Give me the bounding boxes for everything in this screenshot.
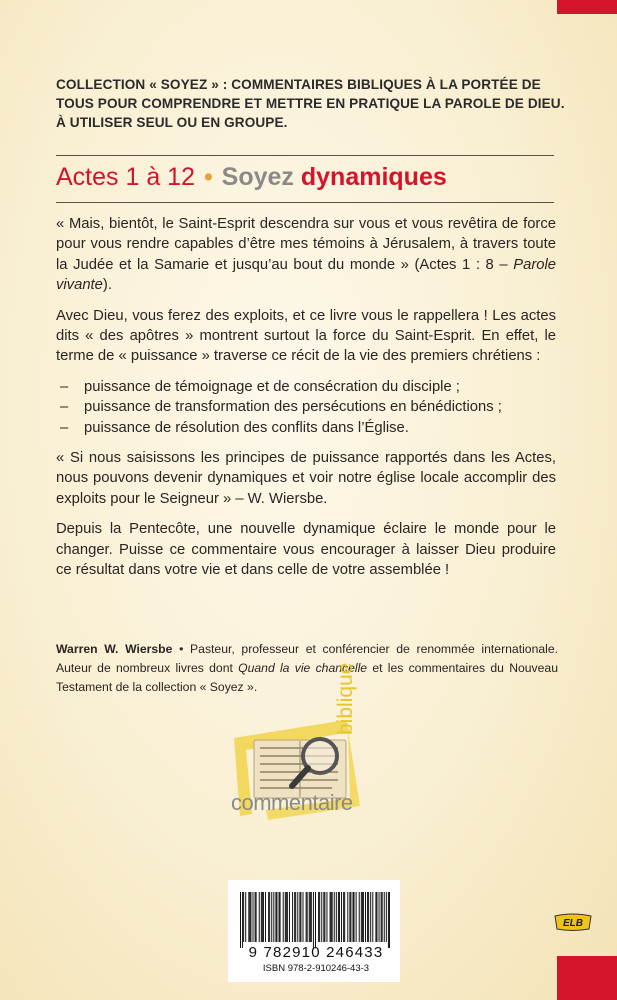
barcode-bar bbox=[389, 892, 390, 948]
barcode-bar bbox=[289, 892, 290, 942]
barcode-bar bbox=[292, 892, 293, 942]
top-divider bbox=[56, 155, 554, 156]
barcode-bar bbox=[323, 892, 324, 942]
barcode-bar bbox=[388, 892, 389, 948]
barcode-bar bbox=[276, 892, 277, 942]
barcode-bar bbox=[261, 892, 262, 942]
top-red-corner bbox=[557, 0, 617, 14]
barcode-bar bbox=[285, 892, 286, 942]
barcode-bar bbox=[356, 892, 357, 942]
list-item: – puissance de résolution des conflits dans l’Église. bbox=[56, 418, 556, 438]
barcode-bar bbox=[347, 892, 348, 942]
barcode-bar bbox=[354, 892, 355, 942]
barcode-bar bbox=[372, 892, 373, 942]
list-item: – puissance de transformation des persécutions en bénédictions ; bbox=[56, 397, 556, 417]
description-body bbox=[56, 214, 556, 591]
barcode-bar bbox=[297, 892, 298, 942]
barcode-bar bbox=[386, 892, 387, 942]
title-reference: Actes 1 à 12 bbox=[56, 163, 195, 191]
publisher-logo bbox=[552, 912, 594, 932]
barcode-bar bbox=[243, 892, 244, 942]
barcode-bar bbox=[334, 892, 335, 942]
barcode-bar bbox=[265, 892, 266, 942]
barcode-bar bbox=[361, 892, 362, 942]
barcode-bar bbox=[365, 892, 366, 942]
barcode-bar bbox=[242, 892, 243, 948]
barcode-bar bbox=[368, 892, 369, 942]
barcode-bar bbox=[343, 892, 344, 942]
power-list bbox=[56, 377, 556, 438]
barcode-bar bbox=[318, 892, 319, 942]
closing-paragraph: Depuis la Pentecôte, une nouvelle dynamique éclaire le monde pour le changer. Puisse ce commentaire vous encourager à laisser Dieu produire ce résultat dans votre vie et dans celle de votre assemblée ! bbox=[56, 521, 556, 579]
barcode-bar bbox=[283, 892, 284, 942]
barcode-bar bbox=[240, 892, 241, 948]
barcode-bar bbox=[295, 892, 296, 942]
barcode-bar bbox=[331, 892, 332, 942]
barcode-bar bbox=[263, 892, 264, 942]
quote-source: Parole vivante bbox=[56, 256, 556, 294]
barcode-bar bbox=[311, 892, 312, 942]
barcode-bar bbox=[379, 892, 380, 942]
barcode-bar bbox=[324, 892, 325, 942]
bottom-red-corner bbox=[557, 956, 617, 1000]
logo-word-biblique: biblique bbox=[334, 662, 357, 735]
barcode-bar bbox=[249, 892, 250, 942]
barcode-bar bbox=[300, 892, 301, 942]
barcode-bar bbox=[330, 892, 331, 942]
barcode-bar bbox=[248, 892, 249, 942]
barcode-bar bbox=[306, 892, 307, 942]
barcode-bar bbox=[363, 892, 364, 942]
barcode-bar bbox=[269, 892, 270, 942]
barcode-bar bbox=[362, 892, 363, 942]
barcode-bar bbox=[315, 892, 316, 948]
barcode-bar bbox=[287, 892, 288, 942]
barcode-bar bbox=[294, 892, 295, 942]
barcode-bar bbox=[341, 892, 342, 942]
barcode-bar bbox=[375, 892, 376, 942]
barcode-bar bbox=[253, 892, 254, 942]
barcode-bar bbox=[256, 892, 257, 942]
barcode-bar bbox=[381, 892, 382, 942]
barcode-bar bbox=[384, 892, 385, 942]
barcode-digits: 9 782910 246433 bbox=[248, 944, 384, 961]
barcode-bar bbox=[271, 892, 272, 942]
book-title bbox=[56, 161, 447, 193]
bottom-divider bbox=[56, 202, 554, 203]
barcode-bar bbox=[255, 892, 256, 942]
barcode-bar bbox=[310, 892, 311, 942]
list-item: – puissance de témoignage et de consécration du disciple ; bbox=[56, 377, 556, 397]
barcode-bar bbox=[309, 892, 310, 942]
title-soyez: Soyez bbox=[221, 163, 294, 191]
barcode-bar bbox=[338, 892, 339, 942]
barcode-bar bbox=[275, 892, 276, 942]
title-bullet: • bbox=[203, 163, 213, 191]
barcode-bar bbox=[353, 892, 354, 942]
barcode-bar bbox=[367, 892, 368, 942]
book-reference: Quand la vie chancelle bbox=[238, 661, 368, 675]
barcode-bar bbox=[332, 892, 333, 942]
barcode-bar bbox=[349, 892, 350, 942]
barcode-bar bbox=[259, 892, 260, 942]
barcode-bar bbox=[268, 892, 269, 942]
logo-word-commentaire: commentaire bbox=[231, 790, 353, 815]
barcode-bar bbox=[250, 892, 251, 942]
barcode-bar bbox=[245, 892, 246, 942]
barcode-bar bbox=[382, 892, 383, 942]
commentaire-biblique-logo bbox=[228, 710, 388, 835]
barcode-bar bbox=[273, 892, 274, 942]
barcode-bar bbox=[299, 892, 300, 942]
barcode-bar bbox=[359, 892, 360, 942]
barcode-bar bbox=[307, 892, 308, 942]
barcode-bar bbox=[339, 892, 340, 942]
barcode-bar bbox=[326, 892, 327, 942]
author-name: Warren W. Wiersbe bbox=[56, 642, 173, 656]
barcode-bar bbox=[303, 892, 304, 942]
isbn-label: ISBN 978-2-910246-43-3 bbox=[262, 963, 370, 974]
quote-paragraph: « Mais, bientôt, le Saint-Esprit descendra sur vous et vous revêtira de force pour vous rendre capables d’être mes témoins à Jérusalem, à travers toute la Judée et la Samarie et jusqu’au bout du monde » (Actes 1 : 8 – Parole vivante). bbox=[56, 216, 556, 294]
barcode-bar bbox=[376, 892, 377, 942]
collection-blurb: COLLECTION « SOYEZ » : COMMENTAIRES BIBLIQUES À LA PORTÉE DE TOUS POUR COMPRENDRE ET METTRE EN PRATIQUE LA PAROLE DE DIEU. À UTILISER SEUL OU EN GROUPE. bbox=[56, 77, 565, 130]
barcode-bar bbox=[336, 892, 337, 942]
svg-text:ELB: ELB bbox=[563, 918, 583, 929]
barcode-bar bbox=[313, 892, 314, 948]
wiersbe-quote: « Si nous saisissons les principes de puissance rapportés dans les Actes, nous pouvons devenir dynamiques et voir notre église locale accomplir des exploits pour le Seigneur » – W. Wiersbe. bbox=[56, 450, 556, 507]
barcode-bar bbox=[319, 892, 320, 942]
barcode-bar bbox=[279, 892, 280, 942]
barcode-bar bbox=[370, 892, 371, 942]
intro-paragraph: Avec Dieu, vous ferez des exploits, et ce livre vous le rappellera ! Les actes dits « des apôtres » montrent surtout la force du Saint-Esprit. En effet, le terme de « puissance » traverse ce récit de la vie des premiers chrétiens : bbox=[56, 307, 556, 365]
title-keyword: dynamiques bbox=[300, 163, 447, 191]
barcode-bar bbox=[321, 892, 322, 942]
barcode-bar bbox=[286, 892, 287, 942]
barcode-bar bbox=[350, 892, 351, 942]
barcode-bar bbox=[262, 892, 263, 942]
barcode-bar bbox=[344, 892, 345, 942]
barcode-bar bbox=[280, 892, 281, 942]
author-bio: Warren W. Wiersbe • Pasteur, professeur et conférencier de renommée internationale. Auteur de nombreux livres dont Quand la vie chancelle et les commentaires du Nouveau Testament de la collection « Soyez ». bbox=[56, 642, 558, 694]
